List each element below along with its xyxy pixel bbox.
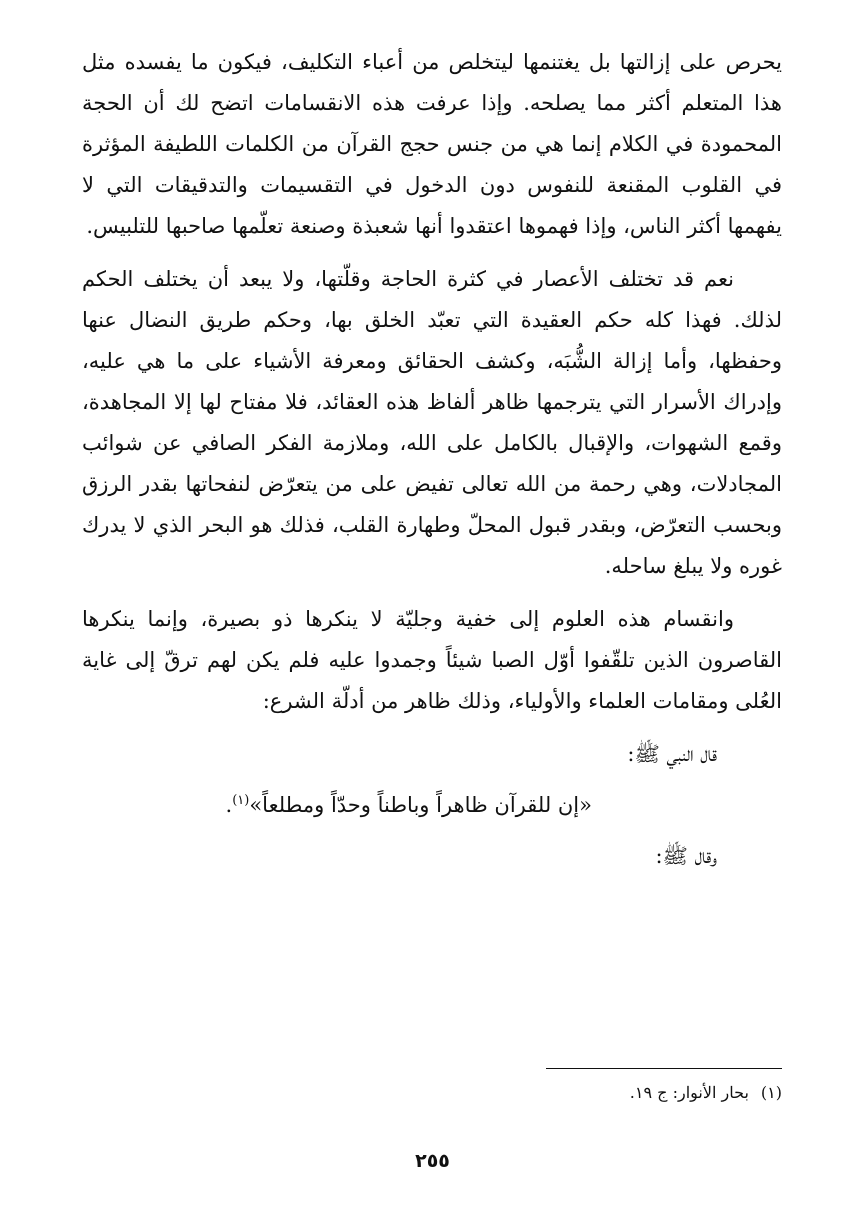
footnote [382,1080,782,1106]
hadith-quote [82,785,782,826]
footnote-divider [546,1068,782,1069]
hadith-text: «إن للقرآن ظاهراً وباطناً وحدّاً ومطلعاً» [249,793,592,817]
footnote-number: (١) [760,1083,782,1102]
paragraph-3: وانقسام هذه العلوم إلى خفية وجليّة لا ينكرها ذو بصيرة، وإنما ينكرها القاصرون الذين تلقّفوا أوّل الصبا شيئاً وجمدوا عليه فلم يكن لهم ترقّ إلى غاية العُلى ومقامات العلماء والأولياء، وذلك ظاهر من أدلّة الشرع: [82,607,782,713]
footnote-reference: (١) [232,793,250,808]
paragraph-2: نعم قد تختلف الأعصار في كثرة الحاجة وقلّتها، ولا يبعد أن يختلف الحكم لذلك. فهذا كله حكم العقيدة التي تعبّد الخلق بها، وحكم طريق النضال عنها وحفظها، وأما إزالة الشُّبَه، وكشف الحقائق ومعرفة الأشياء على ما هي عليه، وإدراك الأسرار التي يترجمها ظاهر ألفاظ هذه العقائد، فلا مفتاح لها إلا المجاهدة، وقمع الشهوات، والإقبال بالكامل على الله، وملازمة الفكر الصافي عن شوائب المجادلات، وهي رحمة من الله تعالى تفيض على من يتعرّض لنفحاتها بقدر الرزق وبحسب التعرّض، وبقدر قبول المحلّ وطهارة القلب، فذلك هو البحر الذي لا يدرك غوره ولا يبلغ ساحله. [82,267,782,578]
quote-intro-prophet: قال النبي ﷺ: [627,742,717,766]
body-text [82,42,782,877]
page-number: ٢٥٥ [415,1150,450,1172]
paragraph-1: يحرص على إزالتها بل يغتنمها ليتخلص من أعباء التكليف، فيكون ما يفسده مثل هذا المتعلم أكثر مما يصلحه. وإذا عرفت هذه الانقسامات اتضح لك أن الحجة المحمودة في الكلام إنما هي من جنس حجج القرآن من الكلمات اللطيفة المؤثرة في القلوب المقنعة للنفوس دون الدخول في التقسيمات والتدقيقات التي لا يفهمها أكثر الناس، وإذا فهموها اعتقدوا أنها شعبذة وصنعة تعلّمها صاحبها للتلبيس. [82,50,782,238]
quote-intro-second: وقال ﷺ: [655,844,717,868]
footnote-text: بحار الأنوار: ج ١٩. [629,1083,749,1102]
hadith-end-punctuation: . [225,793,233,817]
